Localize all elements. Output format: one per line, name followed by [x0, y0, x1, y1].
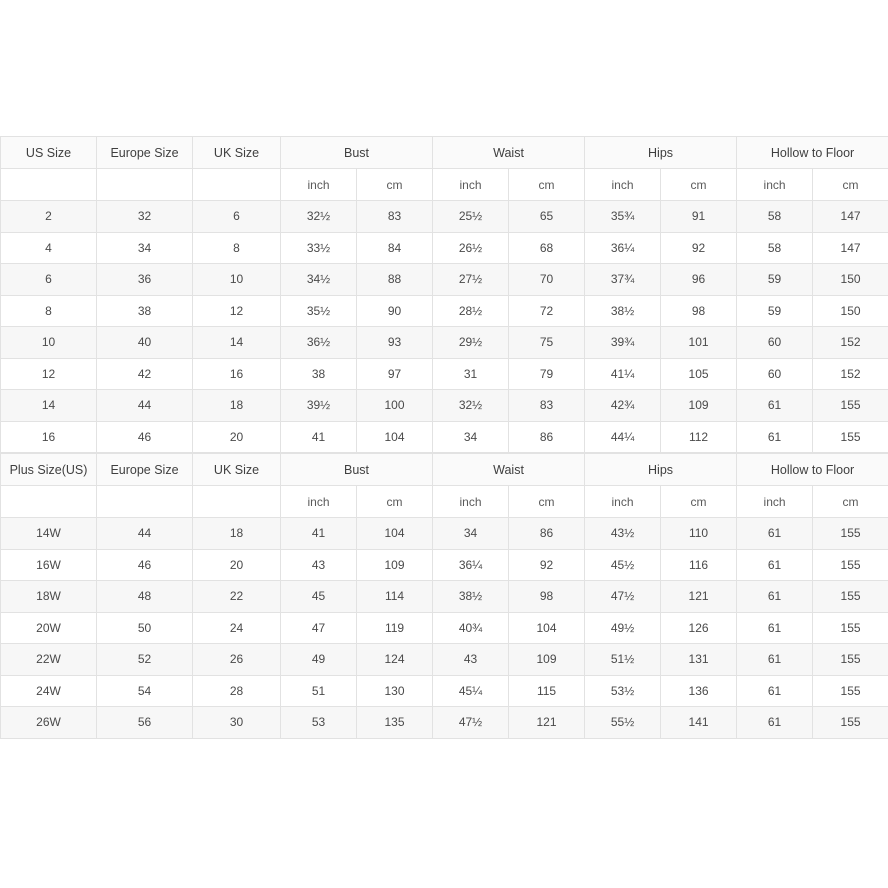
cell-hollow-cm: 150 [813, 295, 888, 327]
cell-uk-size: 20 [193, 549, 281, 581]
header-us-size: US Size [1, 137, 97, 169]
cell-us-size: 6 [1, 264, 97, 296]
cell-europe-size: 34 [97, 232, 193, 264]
header-waist: Waist [433, 454, 585, 486]
cell-uk-size: 26 [193, 644, 281, 676]
unit-hips-inch: inch [585, 169, 661, 201]
cell-hips-cm: 92 [661, 232, 737, 264]
cell-hips-inch: 45½ [585, 549, 661, 581]
cell-waist-cm: 70 [509, 264, 585, 296]
standard-unit-header-row [1, 169, 888, 201]
cell-hollow-cm: 155 [813, 581, 888, 613]
cell-hollow-inch: 61 [737, 390, 813, 422]
cell-bust-inch: 49 [281, 644, 357, 676]
cell-hollow-cm: 152 [813, 327, 888, 359]
cell-hollow-cm: 155 [813, 549, 888, 581]
unit-hollow-cm: cm [813, 486, 888, 518]
table-row [1, 232, 888, 264]
cell-bust-inch: 38 [281, 358, 357, 390]
table-row [1, 295, 888, 327]
cell-uk-size: 10 [193, 264, 281, 296]
cell-plus-size: 26W [1, 707, 97, 739]
cell-hips-inch: 55½ [585, 707, 661, 739]
cell-hollow-inch: 61 [737, 675, 813, 707]
cell-hips-inch: 53½ [585, 675, 661, 707]
cell-bust-cm: 135 [357, 707, 433, 739]
cell-hips-cm: 112 [661, 421, 737, 453]
cell-waist-inch: 40¾ [433, 612, 509, 644]
cell-hips-inch: 36¼ [585, 232, 661, 264]
plus-size-table [0, 453, 888, 739]
cell-hips-cm: 116 [661, 549, 737, 581]
cell-waist-inch: 26½ [433, 232, 509, 264]
cell-hollow-inch: 60 [737, 358, 813, 390]
cell-europe-size: 46 [97, 549, 193, 581]
unit-waist-inch: inch [433, 486, 509, 518]
cell-waist-inch: 45¼ [433, 675, 509, 707]
cell-uk-size: 20 [193, 421, 281, 453]
cell-uk-size: 12 [193, 295, 281, 327]
cell-waist-cm: 109 [509, 644, 585, 676]
cell-hollow-cm: 155 [813, 644, 888, 676]
cell-hips-cm: 136 [661, 675, 737, 707]
cell-uk-size: 18 [193, 518, 281, 550]
header-plus-size-us: Plus Size(US) [1, 454, 97, 486]
cell-bust-inch: 36½ [281, 327, 357, 359]
cell-waist-inch: 47½ [433, 707, 509, 739]
cell-hips-inch: 49½ [585, 612, 661, 644]
cell-waist-cm: 72 [509, 295, 585, 327]
unit-blank-2 [97, 169, 193, 201]
cell-waist-cm: 79 [509, 358, 585, 390]
cell-hollow-cm: 147 [813, 232, 888, 264]
cell-waist-cm: 121 [509, 707, 585, 739]
cell-hollow-inch: 58 [737, 232, 813, 264]
cell-plus-size: 14W [1, 518, 97, 550]
table-row [1, 518, 888, 550]
unit-hips-cm: cm [661, 486, 737, 518]
cell-hips-inch: 42¾ [585, 390, 661, 422]
cell-europe-size: 44 [97, 518, 193, 550]
cell-waist-cm: 86 [509, 421, 585, 453]
table-row [1, 327, 888, 359]
cell-hips-inch: 38½ [585, 295, 661, 327]
header-uk-size: UK Size [193, 454, 281, 486]
cell-waist-cm: 92 [509, 549, 585, 581]
plus-group-header-row [1, 454, 888, 486]
cell-bust-cm: 83 [357, 201, 433, 233]
cell-uk-size: 28 [193, 675, 281, 707]
unit-bust-cm: cm [357, 486, 433, 518]
cell-europe-size: 52 [97, 644, 193, 676]
cell-waist-inch: 34 [433, 518, 509, 550]
table-row [1, 581, 888, 613]
unit-bust-inch: inch [281, 486, 357, 518]
header-europe-size: Europe Size [97, 454, 193, 486]
cell-bust-cm: 119 [357, 612, 433, 644]
cell-uk-size: 14 [193, 327, 281, 359]
cell-waist-cm: 83 [509, 390, 585, 422]
cell-bust-cm: 109 [357, 549, 433, 581]
cell-hips-cm: 96 [661, 264, 737, 296]
cell-hips-cm: 109 [661, 390, 737, 422]
cell-waist-cm: 115 [509, 675, 585, 707]
cell-hollow-cm: 152 [813, 358, 888, 390]
standard-group-header-row [1, 137, 888, 169]
cell-hips-cm: 131 [661, 644, 737, 676]
cell-hollow-cm: 155 [813, 518, 888, 550]
cell-waist-cm: 68 [509, 232, 585, 264]
unit-blank-3 [193, 169, 281, 201]
cell-bust-inch: 32½ [281, 201, 357, 233]
cell-us-size: 12 [1, 358, 97, 390]
cell-hips-inch: 41¼ [585, 358, 661, 390]
header-hips: Hips [585, 454, 737, 486]
cell-waist-cm: 98 [509, 581, 585, 613]
cell-waist-cm: 65 [509, 201, 585, 233]
cell-hollow-inch: 61 [737, 644, 813, 676]
unit-blank-1 [1, 169, 97, 201]
header-bust: Bust [281, 454, 433, 486]
cell-europe-size: 50 [97, 612, 193, 644]
cell-europe-size: 42 [97, 358, 193, 390]
unit-blank-3 [193, 486, 281, 518]
cell-hips-inch: 39¾ [585, 327, 661, 359]
cell-bust-inch: 47 [281, 612, 357, 644]
cell-us-size: 4 [1, 232, 97, 264]
cell-hips-inch: 51½ [585, 644, 661, 676]
cell-hollow-cm: 155 [813, 675, 888, 707]
cell-hips-inch: 37¾ [585, 264, 661, 296]
table-row [1, 390, 888, 422]
cell-us-size: 14 [1, 390, 97, 422]
unit-blank-2 [97, 486, 193, 518]
cell-bust-inch: 51 [281, 675, 357, 707]
cell-hips-inch: 35¾ [585, 201, 661, 233]
cell-bust-inch: 35½ [281, 295, 357, 327]
cell-bust-inch: 33½ [281, 232, 357, 264]
size-chart-container [0, 136, 888, 739]
cell-uk-size: 22 [193, 581, 281, 613]
cell-hollow-cm: 155 [813, 707, 888, 739]
unit-bust-cm: cm [357, 169, 433, 201]
cell-hollow-cm: 155 [813, 390, 888, 422]
cell-europe-size: 56 [97, 707, 193, 739]
cell-hollow-cm: 155 [813, 612, 888, 644]
cell-hollow-cm: 150 [813, 264, 888, 296]
cell-hips-inch: 47½ [585, 581, 661, 613]
cell-waist-inch: 36¼ [433, 549, 509, 581]
cell-waist-inch: 38½ [433, 581, 509, 613]
cell-us-size: 10 [1, 327, 97, 359]
cell-bust-cm: 90 [357, 295, 433, 327]
cell-hollow-inch: 58 [737, 201, 813, 233]
cell-bust-cm: 130 [357, 675, 433, 707]
cell-bust-inch: 53 [281, 707, 357, 739]
cell-waist-cm: 86 [509, 518, 585, 550]
cell-hollow-inch: 59 [737, 264, 813, 296]
table-row [1, 264, 888, 296]
cell-hips-cm: 110 [661, 518, 737, 550]
cell-europe-size: 46 [97, 421, 193, 453]
table-row [1, 675, 888, 707]
cell-bust-cm: 104 [357, 518, 433, 550]
cell-europe-size: 54 [97, 675, 193, 707]
cell-hollow-inch: 61 [737, 549, 813, 581]
cell-europe-size: 40 [97, 327, 193, 359]
table-row [1, 549, 888, 581]
cell-uk-size: 6 [193, 201, 281, 233]
unit-hips-cm: cm [661, 169, 737, 201]
unit-waist-cm: cm [509, 486, 585, 518]
unit-blank-1 [1, 486, 97, 518]
cell-us-size: 8 [1, 295, 97, 327]
unit-hollow-inch: inch [737, 169, 813, 201]
cell-bust-inch: 45 [281, 581, 357, 613]
cell-uk-size: 8 [193, 232, 281, 264]
cell-waist-inch: 34 [433, 421, 509, 453]
table-row [1, 612, 888, 644]
cell-hollow-inch: 60 [737, 327, 813, 359]
table-row [1, 358, 888, 390]
unit-waist-inch: inch [433, 169, 509, 201]
cell-bust-inch: 41 [281, 421, 357, 453]
cell-hips-cm: 141 [661, 707, 737, 739]
cell-hollow-inch: 61 [737, 421, 813, 453]
header-waist: Waist [433, 137, 585, 169]
cell-waist-inch: 29½ [433, 327, 509, 359]
cell-europe-size: 36 [97, 264, 193, 296]
cell-bust-cm: 104 [357, 421, 433, 453]
cell-us-size: 16 [1, 421, 97, 453]
cell-hollow-inch: 59 [737, 295, 813, 327]
header-hollow-to-floor: Hollow to Floor [737, 137, 888, 169]
cell-hollow-cm: 155 [813, 421, 888, 453]
cell-us-size: 2 [1, 201, 97, 233]
header-uk-size: UK Size [193, 137, 281, 169]
unit-hips-inch: inch [585, 486, 661, 518]
cell-bust-inch: 34½ [281, 264, 357, 296]
cell-europe-size: 48 [97, 581, 193, 613]
cell-bust-cm: 84 [357, 232, 433, 264]
cell-waist-inch: 27½ [433, 264, 509, 296]
header-europe-size: Europe Size [97, 137, 193, 169]
cell-bust-cm: 88 [357, 264, 433, 296]
cell-hips-inch: 43½ [585, 518, 661, 550]
unit-hollow-inch: inch [737, 486, 813, 518]
cell-uk-size: 24 [193, 612, 281, 644]
cell-hips-cm: 101 [661, 327, 737, 359]
cell-bust-cm: 114 [357, 581, 433, 613]
cell-bust-cm: 100 [357, 390, 433, 422]
cell-hips-cm: 126 [661, 612, 737, 644]
cell-uk-size: 30 [193, 707, 281, 739]
cell-bust-cm: 124 [357, 644, 433, 676]
cell-waist-inch: 28½ [433, 295, 509, 327]
cell-waist-cm: 75 [509, 327, 585, 359]
cell-hollow-inch: 61 [737, 612, 813, 644]
header-bust: Bust [281, 137, 433, 169]
cell-hips-cm: 91 [661, 201, 737, 233]
cell-waist-inch: 43 [433, 644, 509, 676]
cell-hips-cm: 105 [661, 358, 737, 390]
unit-hollow-cm: cm [813, 169, 888, 201]
cell-plus-size: 18W [1, 581, 97, 613]
table-row [1, 421, 888, 453]
header-hips: Hips [585, 137, 737, 169]
table-row [1, 644, 888, 676]
header-hollow-to-floor: Hollow to Floor [737, 454, 888, 486]
cell-europe-size: 38 [97, 295, 193, 327]
cell-plus-size: 24W [1, 675, 97, 707]
cell-hips-cm: 98 [661, 295, 737, 327]
cell-waist-inch: 25½ [433, 201, 509, 233]
cell-bust-inch: 39½ [281, 390, 357, 422]
cell-waist-inch: 31 [433, 358, 509, 390]
unit-bust-inch: inch [281, 169, 357, 201]
plus-unit-header-row [1, 486, 888, 518]
cell-hollow-cm: 147 [813, 201, 888, 233]
cell-uk-size: 16 [193, 358, 281, 390]
cell-hollow-inch: 61 [737, 518, 813, 550]
standard-size-table [0, 136, 888, 453]
cell-bust-cm: 93 [357, 327, 433, 359]
cell-hollow-inch: 61 [737, 581, 813, 613]
table-row [1, 707, 888, 739]
cell-plus-size: 16W [1, 549, 97, 581]
cell-waist-cm: 104 [509, 612, 585, 644]
cell-europe-size: 32 [97, 201, 193, 233]
cell-bust-inch: 41 [281, 518, 357, 550]
cell-uk-size: 18 [193, 390, 281, 422]
cell-bust-inch: 43 [281, 549, 357, 581]
cell-plus-size: 20W [1, 612, 97, 644]
cell-europe-size: 44 [97, 390, 193, 422]
cell-hips-cm: 121 [661, 581, 737, 613]
table-row [1, 201, 888, 233]
cell-bust-cm: 97 [357, 358, 433, 390]
unit-waist-cm: cm [509, 169, 585, 201]
cell-plus-size: 22W [1, 644, 97, 676]
cell-hips-inch: 44¼ [585, 421, 661, 453]
cell-waist-inch: 32½ [433, 390, 509, 422]
cell-hollow-inch: 61 [737, 707, 813, 739]
